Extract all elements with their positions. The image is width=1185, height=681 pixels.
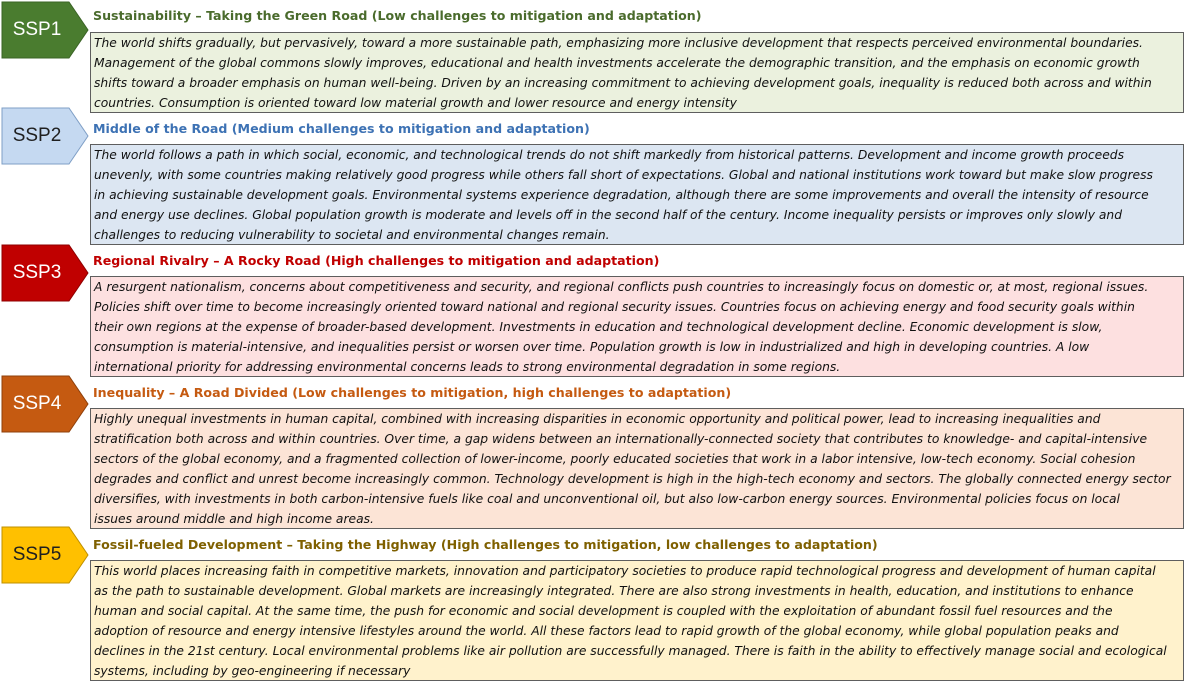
ssp3-description [90, 276, 1184, 377]
ssp1-description [90, 32, 1184, 113]
ssp4-line: degrades and conflict and unrest become increasingly common. Technology development is high in the high-tech economy and sectors. The globally connected energy sector [94, 472, 1171, 486]
ssp5-description [90, 560, 1184, 681]
ssp5-line: as the path to sustainable development. Global markets are increasingly integrated. There are also strong investments in health, education, and institutions to enhance [94, 584, 1134, 598]
ssp5-line: adoption of resource and energy intensive lifestyles around the world. All these factors lead to rapid growth of the global economy, while global population peaks and [94, 624, 1119, 638]
ssp3-line: their own regions at the expense of broader-based development. Investments in education and technological development decline. Economic development is slow, [94, 320, 1103, 334]
ssp3-line: Policies shift over time to become increasingly oriented toward national and regional security issues. Countries focus on achieving energy and food security goals within [94, 300, 1135, 314]
ssp1-tag [1, 1, 89, 59]
ssp5-tag [1, 526, 89, 584]
ssp3-line: consumption is material-intensive, and inequalities persist or worsen over time. Population growth is low in industrialized and high in developing countries. A low [94, 340, 1090, 354]
ssp4-line: issues around middle and high income areas. [94, 512, 374, 526]
ssp4-line: sectors of the global economy, and a fragmented collection of lower-income, poorly educated societies that work in a labor intensive, low-tech economy. Social cohesion [94, 452, 1136, 466]
ssp1-title: Sustainability – Taking the Green Road (Low challenges to mitigation and adaptation) [93, 8, 702, 23]
ssp2-tag [1, 107, 89, 165]
ssp3-title: Regional Rivalry – A Rocky Road (High challenges to mitigation and adaptation) [93, 253, 660, 268]
ssp2-line: in achieving sustainable development goals. Environmental systems experience degradation, although there are some improvements and overall the intensity of resource [94, 188, 1149, 202]
ssp4-tag [1, 375, 89, 433]
ssp5-line: declines in the 21st century. Local environmental problems like air pollution are successfully managed. There is faith in the ability to effectively manage social and ecological [94, 644, 1167, 658]
ssp5-line: This world places increasing faith in competitive markets, innovation and participatory societies to produce rapid technological progress and development of human capital [94, 564, 1156, 578]
ssp1-line: countries. Consumption is oriented toward low material growth and lower resource and energy intensity [94, 96, 737, 110]
ssp3-line: international priority for addressing environmental concerns leads to strong environmental degradation in some regions. [94, 360, 841, 374]
ssp4-line: stratification both across and within countries. Over time, a gap widens between an internationally-connected society that contributes to knowledge- and capital-intensive [94, 432, 1148, 446]
ssp1-line: Management of the global commons slowly improves, educational and health investments accelerate the demographic transition, and the emphasis on economic growth [94, 56, 1140, 70]
ssp5-tag-label: SSP5 [12, 544, 62, 565]
ssp1-tag-label: SSP1 [12, 19, 62, 40]
ssp3-tag-label: SSP3 [12, 262, 62, 283]
ssp2-line: challenges to reducing vulnerability to societal and environmental changes remain. [94, 228, 610, 242]
ssp2-line: and energy use declines. Global population growth is moderate and levels off in the second half of the century. Income inequality persists or improves only slowly and [94, 208, 1123, 222]
ssp4-line: Highly unequal investments in human capital, combined with increasing disparities in economic opportunity and political power, lead to increasing inequalities and [94, 412, 1101, 426]
ssp2-description [90, 144, 1184, 245]
ssp1-line: The world shifts gradually, but pervasively, toward a more sustainable path, emphasizing more inclusive development that respects perceived environmental boundaries. [94, 36, 1143, 50]
ssp5-title: Fossil-fueled Development – Taking the Highway (High challenges to mitigation, low challenges to adaptation) [93, 537, 878, 552]
ssp4-tag-label: SSP4 [12, 393, 62, 414]
ssp2-title: Middle of the Road (Medium challenges to mitigation and adaptation) [93, 121, 590, 136]
ssp4-description [90, 408, 1184, 529]
ssp1-line: shifts toward a broader emphasis on human well-being. Driven by an increasing commitment to achieving development goals, inequality is reduced both across and within [94, 76, 1152, 90]
ssp5-line: systems, including by geo-engineering if necessary [94, 664, 411, 678]
ssp3-line: A resurgent nationalism, concerns about competitiveness and security, and regional conflicts push countries to increasingly focus on domestic or, at most, regional issues. [94, 280, 1149, 294]
ssp3-tag [1, 244, 89, 302]
ssp2-line: unevenly, with some countries making relatively good progress while others fall short of expectations. Global and national institutions work toward but make slow progress [94, 168, 1153, 182]
ssp4-title: Inequality – A Road Divided (Low challenges to mitigation, high challenges to adaptation) [93, 385, 732, 400]
ssp2-tag-label: SSP2 [12, 125, 62, 146]
ssp5-line: human and social capital. At the same time, the push for economic and social development is coupled with the exploitation of abundant fossil fuel resources and the [94, 604, 1113, 618]
ssp2-line: The world follows a path in which social, economic, and technological trends do not shift markedly from historical patterns. Development and income growth proceeds [94, 148, 1124, 162]
ssp4-line: diversifies, with investments in both carbon-intensive fuels like coal and unconventional oil, but also low-carbon energy sources. Environmental policies focus on local [94, 492, 1120, 506]
